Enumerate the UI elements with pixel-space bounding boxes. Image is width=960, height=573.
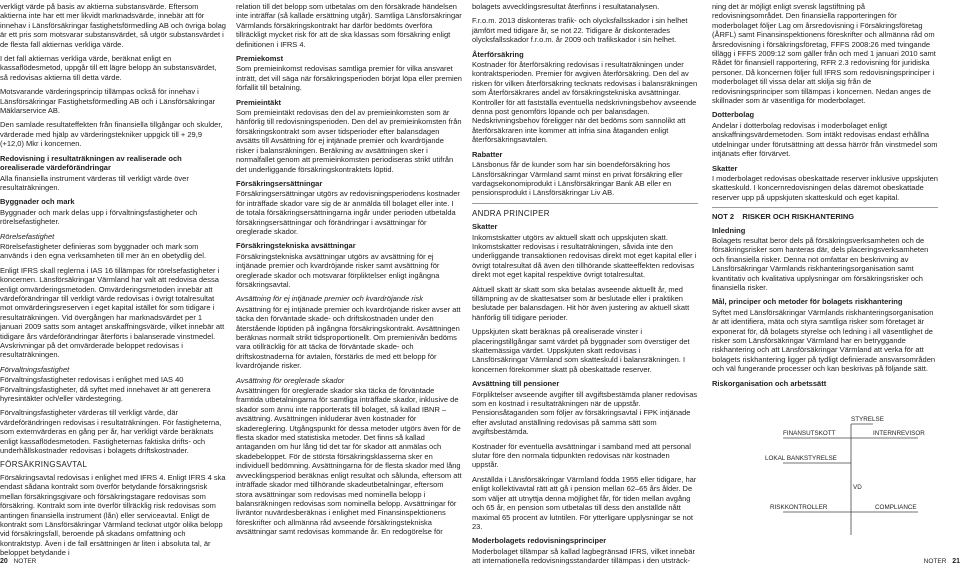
- footer-right: [924, 558, 960, 565]
- paragraph: I det fall aktiernas verkliga värde, beräknat enligt en kassaflödesmetod, uppgår till ett lägre belopp än substansvärdet, så redovisas aktierna till detta värde.: [0, 54, 217, 82]
- section-heading: Försäkringsersättningar: [236, 178, 323, 188]
- section-heading: Försäkringstekniska avsättningar: [236, 241, 356, 251]
- paragraph: Aktuell skatt är skatt som ska betalas avseende aktuellt år, med tillämpning av de skattesatser som är beslutade eller i praktiken beslutade per balansdagen. Hit hör även justering av aktuell skatt hänförlig till tidigare perioder.: [472, 284, 690, 322]
- node-internrevisor: INTERNREVISOR: [873, 430, 925, 437]
- text-column-1: [0, 2, 226, 563]
- section-heading: Återförsäkring: [472, 49, 524, 59]
- paragraph: Som premieinkomst redovisas samtliga premier för vilka ansvaret inträtt, det vill säga när försäkringsperioden börjat löpa eller premien förfallit till betalning.: [236, 64, 462, 93]
- paragraph: Bolagets resultat beror dels på försäkringsverksamheten och de försäkringsrisker som hanteras där, dels placeringsverksamheten och finansiella risker. Denna not omfattar en beskrivning av Länsförsäkringar Värmlands riskhanteringsorganisation samt kvantitativ och kvalitativa upplysningar om försäkringsrisker och finansiella risker.: [712, 235, 929, 292]
- section-heading: Premiekomst: [236, 54, 284, 64]
- section-heading: Byggnader och mark: [0, 197, 75, 207]
- page-number: 21: [952, 558, 960, 565]
- paragraph: Rörelsefastigheter definieras som byggnader och mark som används i den egna verksamheten till mer än en obetydlig del.: [0, 241, 206, 261]
- paragraph: Den samlade resultateffekten från finansiella tillgångar och skulder, värderade med hjälp av värderingstekniker uppgick till + 29,9 (+12,0) Mkr i koncernen.: [0, 120, 223, 149]
- section-heading: Avsättning till pensioner: [472, 379, 560, 389]
- paragraph: ning det är möjligt enligt svensk lagstiftning på redovisningsområdet. Den finansiella rapporteringen för moderbolaget följer Lag om årsredovisning i Försäkringsföretag (ÅRFL) samt Finansinspektionens föreskrifter och allmänna råd om årsredovisning i försäkringsföretag, FFFS 2008:26 med tvingande tillägg i FFFS 2009:12 som gäller från och med 1 januari 2010 samt Rådet för finansiell rapportering, RFR 2.3 redovisning för juridiska personer. Då koncernen följer full IFRS som redovisningsprinciper i moderbolaget till vissa delar att skilja sig från de redovisningsprinciper som tillämpas i koncernen. Nedan anges de skillnader som är väsentliga för moderbolaget.: [712, 2, 936, 106]
- divider: [472, 203, 698, 204]
- paragraph: Moderbolaget tillämpar så kallad lagbegränsad IFRS, vilket innebär att internationella redovisningsstandarder tillämpas i den utsträck-: [472, 546, 696, 566]
- footer-left: [0, 558, 36, 565]
- node-vd: VD: [853, 484, 862, 491]
- node-styrelse: STYRELSE: [851, 416, 884, 423]
- subsection-heading: Avsättning för ej intjänade premier och kvardröjande risk: [236, 294, 424, 304]
- subsection-heading: Avsättning för oreglerade skador: [236, 375, 345, 385]
- subsection-heading: Förvaltningsfastighet: [0, 364, 70, 374]
- section-heading: Skatter: [712, 163, 738, 173]
- node-lokal-bankstyrelse: LOKAL BANKSTYRELSE: [765, 455, 837, 462]
- section-heading: Premieintäkt: [236, 97, 282, 107]
- section-heading: Moderbolagets redovisningsprinciper: [472, 536, 607, 546]
- footer-label: NOTER: [923, 558, 947, 565]
- paragraph: Avsättningen för oreglerade skador ska täcka de förväntade framtida utbetalningarna för samtliga inträffade skador, inklusive de skador som ännu inte rapporterats till bolaget, så kallad IBNR – avsättning. Avsättningen inkluderar även kostnader för skadereglering. Utgångspunkt för dessa metoder utgörs även för de flesta skador med statistiska metoder. Det finns så kallad antaganden om hur lång tid det tar för skador att anmälas och skadebeloppet. För de största försäkringsklasserna sker en individuell bedömning. Avsättningarna för de flesta skador med lång avvecklingsperiod beräknas enligt resultat och sålunda, eftersom att inträffade skador med tillhörande skadeutbetalningar, eftersom stora avsättningar som redovisas med nominella belopp i balansräkningen redovisas som nominella belopp. Avsättningar för livräntor nuvärdesberäknas i enlighet med Finansinspektionens föreskrifter och allmänna råd avseende försäkringstekniska avsättningar samt redovisas kommande år. En redogörelse för: [236, 386, 462, 537]
- section-heading: Mål, principer och metoder för bolagets riskhantering: [712, 297, 903, 307]
- section-heading: Rabatter: [472, 149, 503, 159]
- paragraph: Försäkringsavtal redovisas i enlighet med IFRS 4. Enligt IFRS 4 ska endast sådana kontrakt som överför betydande försäkringsrisk mellan försäkringsgivare och försäkringstagare redovisas som försäkring. Kontrakt som inte överför tillräcklig risk redovisas som antingen finansiella instrument (lån) eller serviceavtal. Enligt de kontrakt som Länsförsäkringar Värmland tecknat utgör olika belopp vid försäkringsfall, beroende på skadans omfattning och kontraktstyp. Även i de fall ersättningen är liten i absoluta tal, är beloppet betydande i: [0, 472, 226, 558]
- paragraph: Andelar i dotterbolag redovisas i moderbolaget enligt anskaffningsvärdemetoden. Som intäkt redovisas endast erhållna utdelningar under förutsättning att dessa härrör från vinstmedel som intjänats efter förvärvet.: [712, 120, 938, 159]
- node-finansutskott: FINANSUTSKOTT: [783, 430, 836, 437]
- paragraph: Förvaltningsfastigheter redovisas i enlighet med IAS 40 Förvaltningsfastigheter, då syftet med innehavet är att generera hyresintäkter och/eller värdestegring.: [0, 375, 211, 404]
- footer-label: NOTER: [13, 558, 37, 565]
- risk-organisation-diagram: [743, 405, 943, 545]
- paragraph: Syftet med Länsförsäkringar Värmlands riskhanteringsorganisation är att identifiera, mäta och styra samtliga risker som företaget är exponerat för, då bolagets styrelse och ledning i all väsentlighet de risker som Länsförsäkringar Värmland har en betryggande riskhantering och att Länsförsäkringar Värmland att verka för att bolagets riskhantering ligger på tydligt definierade ansvarsområden och väl fungerande processer och kan beskrivas på följande sätt.: [712, 307, 936, 374]
- paragraph: Avsättning för ej intjänade premier och kvardröjande risker avser att täcka den förväntade skade- och driftskostnaden under den återstående löptiden på ingångna försäkringskontrakt. Avsättningen beräknas normalt strikt tidsproportionellt. Om premienivån bedöms vara otillräcklig för att täcka de förväntade skade- och driftskostnaderna för avtalen, förstärks de med ett belopp för kvardröjande risker.: [236, 304, 461, 371]
- text-column-4: [712, 2, 938, 389]
- paragraph: Förvaltningsfastigheter värderas till verkligt värde, där värdeförändringen redovisas i resultaträkningen. För fastigheterna, som externvärderas en gång per år, har verkligt värde beräknats enligt kassaflödesmetoden. Fastigheternas faktiska drifts- och underhållskostnader redovisas i bolagets driftskostnader.: [0, 408, 222, 456]
- page-number: 20: [0, 558, 8, 565]
- section-heading: Dotterbolag: [712, 110, 755, 120]
- paragraph: relation till det belopp som utbetalas om den försäkrade händelsen inte inträffar (så kallade ersättning utgår). Samtliga Länsförsäkringar Värmlands försäkringskontrakt har därför bedömts överföra tillräckligt mycket risk för att de ska klassas som försäkring enligt definitionen i IFRS 4.: [236, 2, 462, 49]
- paragraph: verkligt värde på basis av aktierna substansvärde. Eftersom aktierna inte har ett mer likvidt marknadsvärde, innebär att för innehav i Länsförsäkringar fastighetsförmedling AB och övriga bolag är ett pris som motsvarar substansvärdet, så utgör substansvärdet i de flesta fall aktiernas verkliga värde.: [0, 2, 226, 49]
- section-heading: Skatter: [472, 222, 498, 232]
- section-heading: Redovisning i resultaträkningen av realiserade och orealiserade värdeförändringar: [0, 153, 182, 173]
- paragraph: Förpliktelser avseende avgifter till avgiftsbestämda planer redovisas som en kostnad i resultaträkningen när de uppstår. Pensionsåtaganden som följer av försäkringsavtal i FPK intjänade efter avslutad anställning redovisas på samma sätt som avgiftsbestämda.: [472, 389, 698, 437]
- paragraph: Enligt IFRS skall reglerna i IAS 16 tillämpas för rörelsefastigheter i koncernen. Länsförsäkringar Värmland har valt att redovisa dessa enligt omvärderingsmetoden. Omvärderingsmetoden innebär att värdeförändringar till verkligt värde redovisas i övrigt totalresultat mot omvärderingsreserven i eget kapital istället för som tidigare i resultaträkningen. Vid övergången har marknadsvärdet per 1 januari 2009 satts som antaget anskaffningsvärde, vilket innebär att tidigare års värdeförändringar återförts i balanserade vinstmedel. Avskrivningar på det omvärderade beloppet redovisas i resultaträkningen.: [0, 265, 225, 360]
- paragraph: Uppskjuten skatt beräknas på orealiserade vinster i placeringstillgångar samt värdet på byggnader som överstiger det skattemässiga värdet. Uppskjuten skatt redovisas i Länsförsäkringar Värmland som skatteskuld i balansräkningen. I koncernen förekommer skatt på obeskattade reserver.: [472, 327, 690, 374]
- node-compliance: COMPLIANCE: [875, 504, 917, 511]
- divider: [712, 207, 938, 208]
- paragraph: I moderbolaget redovisas obeskattade reserver inklusive uppskjuten skatteskuld. I koncernredovisningen delas däremot obeskattade reserver upp på uppskjuten skatteskuld och eget kapital.: [712, 173, 938, 202]
- paragraph: Byggnader och mark delas upp i förvaltningsfastigheter och rörelsefastigheter.: [0, 207, 198, 227]
- paragraph: Kostnader för eventuella avsättningar i samband med att personal slutar före den normala tidpunkten redovisas när kostnaden uppstår.: [472, 441, 691, 470]
- note-heading: NOT 2 RISKER OCH RISKHANTERING: [712, 212, 855, 222]
- node-riskkontroller: RISKKONTROLLER: [770, 504, 828, 511]
- paragraph: bolagets avvecklingsresultat återfinns i resultatanalysen.: [472, 2, 660, 11]
- paragraph: Anställda i Länsförsäkringar Värmland födda 1955 eller tidigare, har enligt kollektivavtal rätt att gå i pension mellan 62–65 års ålder. De som väljer att utnyttja denna möjlighet får, för tiden mellan avgång och 65 år, en pension som utbetalas till dess den anställde nått maximal 65 procent av lutntilen. För ytterligare upplysningar se not 23.: [472, 474, 697, 531]
- chapter-heading: ANDRA PRINCIPER: [472, 208, 550, 218]
- chapter-heading: FÖRSÄKRINGSAVTAL: [0, 460, 88, 470]
- paragraph: Motsvarande värderingsprincip tillämpas också för innehav i Länsförsäkringar Fastighetsförmedling AB och i Länsförsäkringar Mäklarservice AB.: [0, 87, 216, 116]
- paragraph: Försäkringstekniska avsättningar utgörs av avsättning för ej intjänade premier och kvardröjande risker samt avsättning för oreglerade skador och motsvarar förpliktelser enligt ingångna försäkringsavtal.: [236, 251, 440, 289]
- paragraph: Som premieintäkt redovisas den del av premieinkomsten som är hänförlig till redovisningsperioden. Den del av premieinkomsten från försäkringskontrakt som avser tidsperioder efter balansdagen avsätts till Avsättning för ej intjänade premier och kvardröjande risker i balansräkningen. Beräkning av avsättningen sker i normalfallet genom att premieinkomsten periodiseras strikt utifrån det underliggande försäkringskontraktets löptid.: [236, 108, 462, 174]
- paragraph: Kostnader för återförsäkring redovisas i resultaträkningen under kontraktsperioden. Premier för avgiven återförsäkring. Den del av risken för vilken återförsäkring tecknats redovisas i balansräkningen som Återförsäkrares andel av försäkringstekniska avsättningar. Kontroller för att fastställa eventuella nedskrivningsbehov avseende denna post genomförs löpande och per balansdagen. Nedskrivningsbehov föreligger när det bedöms som sannolikt att återförsäkraren inte kommer att infria sina åtaganden enligt återförsäkringsavtalen.: [472, 60, 698, 145]
- paragraph: F.r.o.m. 2013 diskonteras trafik- och olycksfallsskador i sin helhet jämfört med tidigare år, se not 22. Tidigare år diskonterades olycksfallsskador f.r.o.m. år 2009 och trafikskador i sin helhet.: [472, 16, 688, 45]
- text-column-3: [472, 2, 698, 571]
- paragraph: Inkomstskatter utgörs av aktuell skatt och uppskjuten skatt. Inkomstskatter redovisas i resultaträkningen, såvida inte den underliggande transaktionen redovisas direkt mot eget kapital eller i övrigt totalresultat då även den tillhörande skatteeffekten redovisas direkt mot eget kapital respektive övrigt totalresultat.: [472, 232, 697, 280]
- section-heading: Riskorganisation och arbetssätt: [712, 378, 827, 388]
- paragraph: Försäkringsersättningar utgörs av redovisningsperiodens kostnader för inträffade skador vare sig de är anmälda till bolaget eller inte. I de totala försäkringsersättningarna ingår under perioden utbetalda försäkringsersättningar och förändringar i avsättningar för oreglerade skador.: [236, 189, 460, 236]
- paragraph: Alla finansiella instrument värderas till verkligt värde över resultaträkningen.: [0, 173, 189, 192]
- text-column-2: [236, 2, 462, 542]
- subsection-heading: Rörelsefastighet: [0, 231, 55, 241]
- paragraph: Länsbonus får de kunder som har sin boendeförsäkring hos Länsförsäkringar Värmland samt minst en privat försäkring eller vardagsekonomiprodukt i Länsförsäkringar Bank AB eller en pensionsprodukt i Länsförsäkringar Liv AB.: [472, 160, 683, 198]
- section-heading: Inledning: [712, 225, 746, 235]
